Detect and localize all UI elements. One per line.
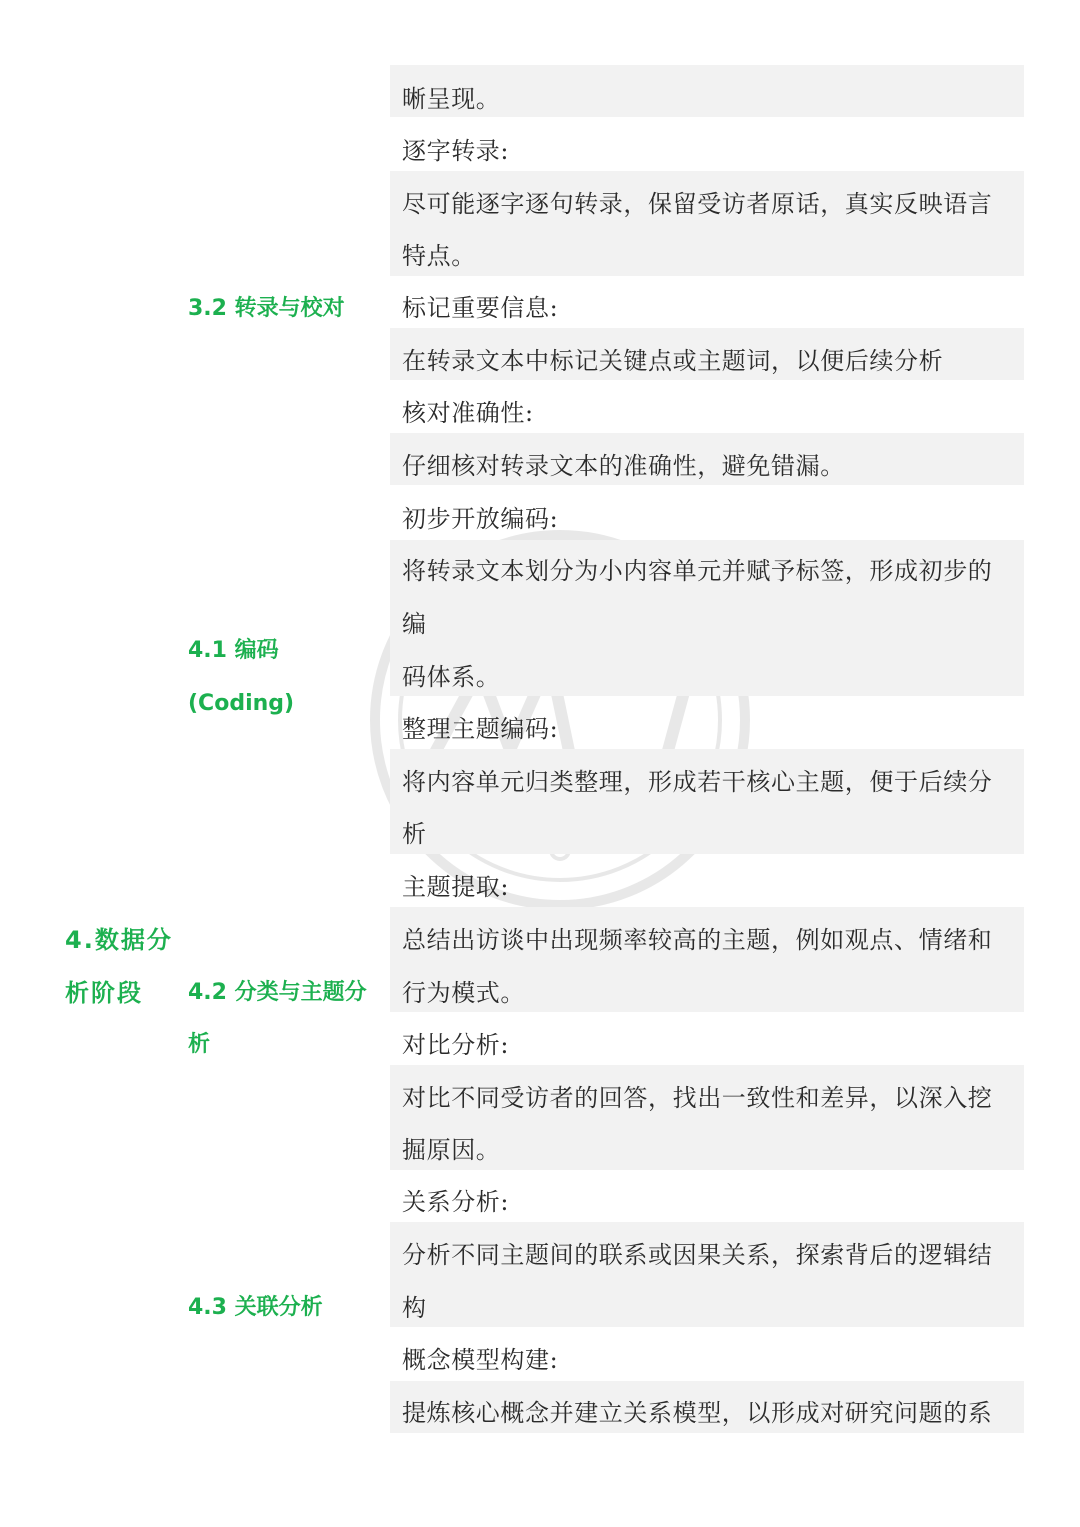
subsection-4-2-label-line1: 4.2 分类与主题分 <box>188 980 367 1005</box>
subsection-4-1-label-line2: (Coding) <box>188 691 295 716</box>
item-title-model: 概念模型构建: <box>402 1346 559 1374</box>
item-title-theme-extract: 主题提取: <box>402 873 510 901</box>
item-desc-theme-coding-2: 析 <box>402 820 427 848</box>
subsection-4-3-label: 4.3 关联分析 <box>188 1295 323 1320</box>
item-desc-open-coding-1: 将转录文本划分为小内容单元并赋予标签，形成初步的 <box>402 557 993 585</box>
item-desc-compare-1: 对比不同受访者的回答，找出一致性和差异，以深入挖 <box>402 1084 993 1112</box>
item-desc-theme-extract-1: 总结出访谈中出现频率较高的主题，例如观点、情绪和 <box>402 926 993 954</box>
item-desc-relation-1: 分析不同主题间的联系或因果关系，探索背后的逻辑结 <box>402 1241 993 1269</box>
item-desc-open-coding-3: 码体系。 <box>402 663 501 691</box>
item-desc-theme-coding-1: 将内容单元归类整理，形成若干核心主题，便于后续分 <box>402 768 993 796</box>
item-desc-relation-2: 构 <box>402 1294 427 1322</box>
subsection-3-2-label: 3.2 转录与校对 <box>188 296 345 321</box>
item-desc-model-1: 提炼核心概念并建立关系模型，以形成对研究问题的系 <box>402 1399 993 1427</box>
item-title-theme-coding: 整理主题编码: <box>402 715 559 743</box>
item-desc-check-accuracy-1: 仔细核对转录文本的准确性，避免错漏。 <box>402 452 845 480</box>
item-title-relation: 关系分析: <box>402 1188 510 1216</box>
item-desc-mark-info-1: 在转录文本中标记关键点或主题词，以便后续分析 <box>402 347 944 375</box>
section-4-label-line1: 4.数据分 <box>65 926 173 954</box>
item-title-verbatim: 逐字转录: <box>402 137 510 165</box>
item-title-check-accuracy: 核对准确性: <box>402 399 534 427</box>
desc-clear-end: 晰呈现。 <box>402 85 501 113</box>
item-desc-open-coding-2: 编 <box>402 610 427 638</box>
item-title-open-coding: 初步开放编码: <box>402 505 559 533</box>
item-desc-compare-2: 掘原因。 <box>402 1136 501 1164</box>
item-desc-verbatim-2: 特点。 <box>402 242 476 270</box>
item-desc-theme-extract-2: 行为模式。 <box>402 979 525 1007</box>
subsection-4-2-label-line2: 析 <box>188 1032 211 1057</box>
section-4-label-line2: 析阶段 <box>65 979 143 1007</box>
subsection-4-1-label-line1: 4.1 编码 <box>188 638 279 663</box>
item-title-compare: 对比分析: <box>402 1031 510 1059</box>
item-title-mark-info: 标记重要信息: <box>402 294 559 322</box>
item-desc-verbatim-1: 尽可能逐字逐句转录，保留受访者原话，真实反映语言 <box>402 190 993 218</box>
